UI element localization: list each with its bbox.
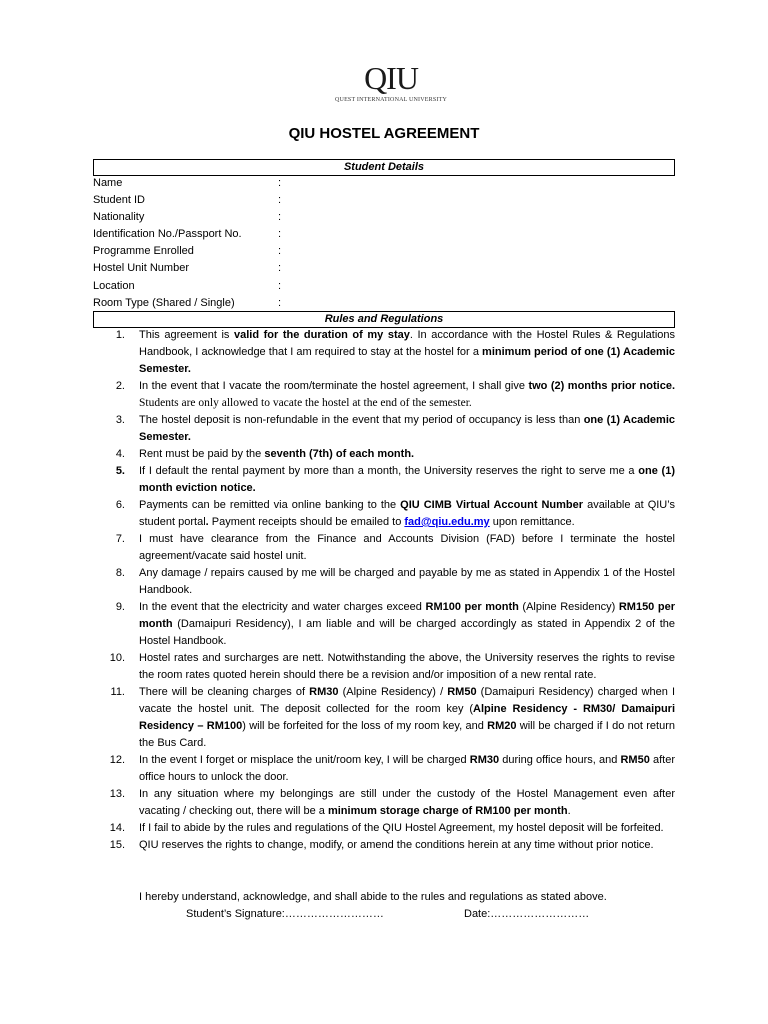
rule-text: (Damaipuri Residency), I am liable and will be charged accordingly as stated in Appendix 2 of the Hostel Handbook. bbox=[139, 618, 675, 647]
rule-text: If I default the rental payment by more than a month, the University reserves the right to serve me a bbox=[139, 465, 639, 477]
rule-text: valid for the duration of my stay bbox=[233, 329, 410, 341]
rule-text: I must have clearance from the Finance and Accounts Division (FAD) before I terminate the hostel agreement/vacate said hostel unit. bbox=[139, 533, 675, 562]
rule-number: 14. bbox=[109, 822, 125, 834]
detail-row bbox=[93, 243, 675, 260]
acknowledgement-text: I hereby understand, acknowledge, and shall abide to the rules and regulations as stated above. bbox=[139, 891, 607, 903]
student-signature-line: Student’s Signature:……………………… bbox=[186, 908, 384, 920]
rule-text: Hostel rates and surcharges are nett. Notwithstanding the above, the University reserves the rights to revise the room rates quoted herein should there be a revision and/or imposition of a new rental rate. bbox=[139, 652, 675, 681]
rule-text: Rent must be paid by the bbox=[139, 448, 265, 460]
rule-number: 4. bbox=[115, 448, 125, 460]
rule-text: QIU reserves the rights to change, modify, or amend the conditions herein at any time without prior notice. bbox=[139, 839, 654, 851]
rule-text: If I fail to abide by the rules and regulations of the QIU Hostel Agreement, my hostel deposit will be forfeited. bbox=[139, 822, 664, 834]
rule-text: QIU CIMB Virtual Account Number bbox=[400, 499, 584, 511]
rule-item bbox=[93, 599, 675, 650]
rule-number: 7. bbox=[115, 533, 125, 545]
detail-separator: : bbox=[278, 296, 282, 309]
rule-item bbox=[93, 497, 675, 531]
detail-row bbox=[93, 260, 675, 277]
rule-text: RM50 bbox=[447, 686, 477, 698]
rule-number: 3. bbox=[115, 414, 125, 426]
rule-text: after office hours to unlock the door. bbox=[139, 754, 675, 783]
detail-label: Location bbox=[93, 279, 135, 292]
rule-item bbox=[93, 463, 675, 497]
rule-text: minimum period of one (1) Academic Semester. bbox=[139, 346, 675, 375]
rule-item bbox=[93, 820, 675, 837]
detail-label: Student ID bbox=[93, 194, 145, 207]
document-title: QIU HOSTEL AGREEMENT bbox=[288, 125, 480, 142]
rule-text: In the event that the electricity and water charges exceed bbox=[139, 601, 426, 613]
rule-text: upon remittance. bbox=[489, 516, 575, 528]
rule-item bbox=[93, 378, 675, 412]
student-details-list bbox=[93, 175, 675, 312]
detail-separator: : bbox=[278, 211, 282, 224]
rule-number: 2. bbox=[115, 380, 125, 392]
rule-item bbox=[93, 837, 675, 854]
rule-text: (Damaipuri Residency) charged when I vacate the hostel unit. The deposit collected for the room key ( bbox=[139, 686, 676, 715]
detail-separator: : bbox=[278, 228, 282, 241]
detail-label: Room Type (Shared / Single) bbox=[93, 296, 235, 309]
rule-text: Students are only allowed to vacate the hostel at the end of the semester. bbox=[139, 397, 472, 409]
rule-text: seventh (7th) of each month. bbox=[264, 448, 415, 460]
detail-row bbox=[93, 278, 675, 295]
rule-item bbox=[93, 752, 675, 786]
rule-text: two (2) months prior notice. bbox=[528, 380, 675, 392]
rule-number: 15. bbox=[109, 839, 125, 851]
rule-text: available at QIU’s student portal bbox=[139, 499, 675, 528]
rule-number: 6. bbox=[115, 499, 125, 511]
detail-label: Identification No./Passport No. bbox=[93, 228, 242, 241]
detail-separator: : bbox=[278, 177, 282, 189]
rule-text: RM30 bbox=[309, 686, 339, 698]
rule-text: (Alpine Residency) bbox=[518, 601, 619, 613]
rule-text: RM50 bbox=[620, 754, 650, 766]
rule-number: 10. bbox=[109, 652, 125, 664]
rule-item bbox=[93, 327, 675, 378]
rule-number: 8. bbox=[115, 567, 125, 579]
detail-label: Nationality bbox=[93, 211, 145, 224]
rule-text: This agreement is bbox=[139, 329, 234, 341]
rule-number: 13. bbox=[109, 788, 125, 800]
detail-row bbox=[93, 175, 675, 192]
rule-text: Alpine Residency - RM30/ Damaipuri Residency – RM100 bbox=[139, 703, 676, 732]
rule-text: Any damage / repairs caused by me will be charged and payable by me as stated in Appendix 1 of the Hostel Handbook. bbox=[139, 567, 675, 596]
rule-text: ) will be forfeited for the loss of my room key, and bbox=[242, 720, 488, 732]
rule-text: Payments can be remitted via online banking to the bbox=[139, 499, 401, 511]
rule-text: RM30 bbox=[469, 754, 500, 766]
detail-separator: : bbox=[278, 245, 282, 258]
rule-number: 11. bbox=[110, 686, 125, 698]
detail-row bbox=[93, 209, 675, 226]
rule-text: There will be cleaning charges of bbox=[139, 686, 310, 698]
qiu-logo bbox=[330, 62, 452, 112]
rule-text: RM20 bbox=[487, 720, 517, 732]
rule-text: . bbox=[567, 805, 571, 817]
rule-item bbox=[93, 786, 675, 820]
rule-text: . bbox=[205, 516, 209, 528]
detail-label: Hostel Unit Number bbox=[93, 262, 189, 275]
rule-item bbox=[93, 650, 675, 684]
rule-number: 1. bbox=[115, 329, 125, 341]
rule-text: In the event that I vacate the room/terminate the hostel agreement, I shall give bbox=[139, 380, 529, 392]
detail-label: Name bbox=[93, 177, 123, 189]
email-link[interactable]: fad@qiu.edu.my bbox=[404, 516, 490, 528]
rule-number: 5. bbox=[115, 465, 125, 477]
rule-text: minimum storage charge of RM100 per month bbox=[327, 805, 568, 817]
rule-text: . In accordance with the Hostel Rules & Regulations Handbook, I acknowledge that I am required to stay at the hostel for a bbox=[139, 329, 676, 358]
date-line: Date:……………………… bbox=[464, 908, 590, 920]
rule-item bbox=[93, 531, 675, 565]
detail-row bbox=[93, 192, 675, 209]
detail-separator: : bbox=[278, 194, 282, 207]
student-details-heading: Student Details bbox=[93, 159, 675, 176]
rule-item bbox=[93, 412, 675, 446]
rule-number: 9. bbox=[115, 601, 125, 613]
rule-text: RM150 per month bbox=[139, 601, 675, 630]
rules-heading: Rules and Regulations bbox=[93, 311, 675, 328]
rule-item bbox=[93, 446, 675, 463]
rule-text: In any situation where my belongings are still under the custody of the Hostel Management even after vacating / checking out, there will be a bbox=[139, 788, 675, 817]
rule-number: 12. bbox=[109, 754, 125, 766]
rule-text: will be charged if I do not return the Bus Card. bbox=[139, 720, 675, 749]
rule-text: In the event I forget or misplace the unit/room key, I will be charged bbox=[139, 754, 470, 766]
rule-text: one (1) month eviction notice. bbox=[139, 465, 675, 494]
detail-label: Programme Enrolled bbox=[93, 245, 194, 258]
rules-list bbox=[93, 327, 675, 854]
detail-separator: : bbox=[278, 262, 282, 275]
rule-item bbox=[93, 565, 675, 599]
rule-item bbox=[93, 684, 675, 752]
rule-text: The hostel deposit is non-refundable in the event that my period of occupancy is less than bbox=[139, 414, 584, 426]
detail-separator: : bbox=[278, 279, 282, 292]
logo-mark: QIU bbox=[364, 60, 418, 96]
rule-text: (Alpine Residency) / bbox=[338, 686, 448, 698]
rule-text: Payment receipts should be emailed to bbox=[208, 516, 405, 528]
rule-text: one (1) Academic Semester. bbox=[139, 414, 675, 443]
rule-text: during office hours, and bbox=[499, 754, 621, 766]
detail-row bbox=[93, 226, 675, 243]
logo-subtitle: QUEST INTERNATIONAL UNIVERSITY bbox=[335, 97, 447, 103]
rule-text: RM100 per month bbox=[425, 601, 519, 613]
detail-row bbox=[93, 295, 675, 312]
